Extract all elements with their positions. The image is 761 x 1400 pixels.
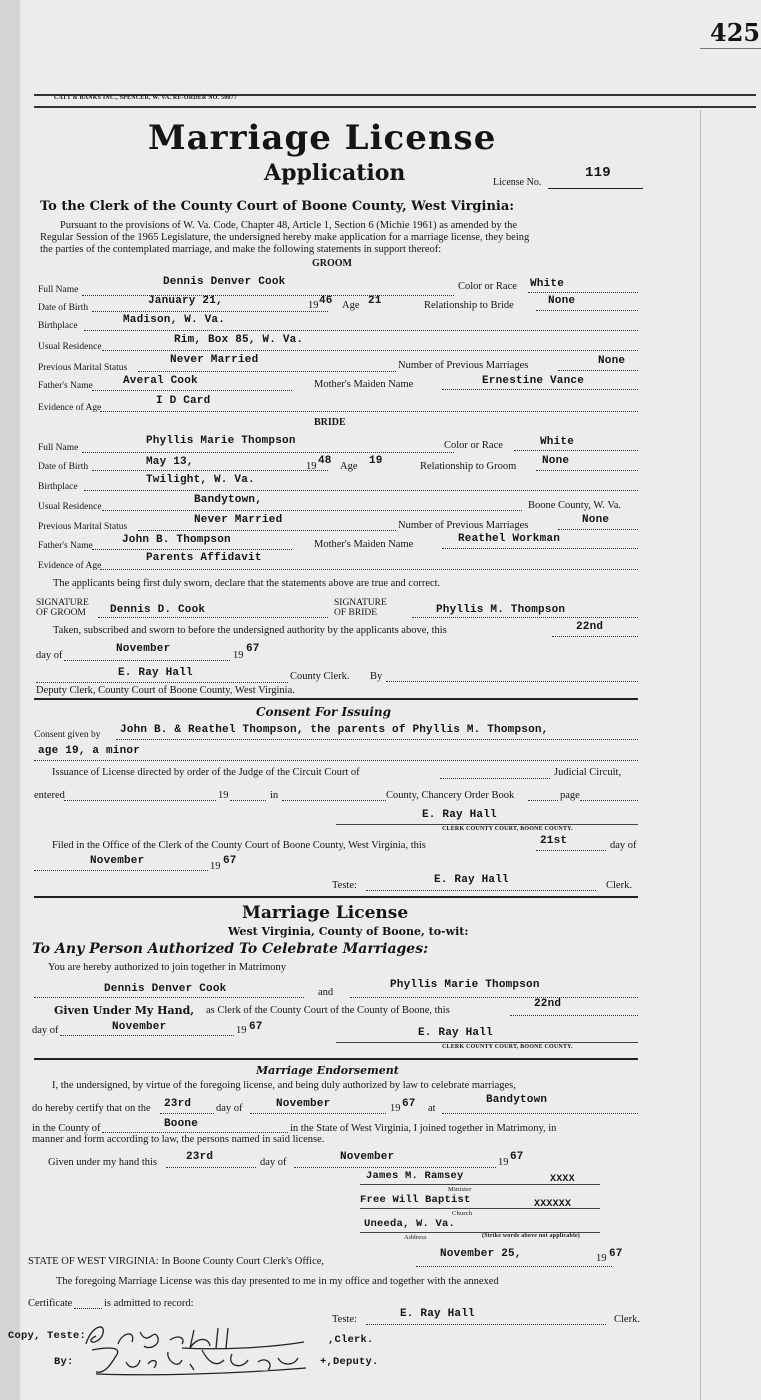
groom-color: White <box>530 278 565 290</box>
license-clerk-name: E. Ray Hall <box>418 1027 493 1039</box>
field-line <box>536 310 638 311</box>
groom-signature-label-line-1: SIGNATURE <box>36 598 89 608</box>
groom-relationship-label: Relationship to Bride <box>424 300 514 311</box>
page-title: Marriage License <box>148 118 497 158</box>
field-line <box>558 370 638 371</box>
county-clerk-label: County Clerk. <box>290 671 350 682</box>
addressee: To the Clerk of the County Court of Boone County, West Virginia: <box>40 199 515 214</box>
field-line <box>442 1113 638 1114</box>
field-line <box>84 330 638 331</box>
license-no-label: License No. <box>493 177 542 188</box>
groom-residence: Rim, Box 85, W. Va. <box>174 334 304 346</box>
bride-birthplace-label: Birthplace <box>38 482 78 492</box>
groom-year: 46 <box>319 295 333 307</box>
address-caption: Address <box>404 1234 427 1241</box>
groom-father-label: Father's Name <box>38 381 93 391</box>
bride-full-name-label: Full Name <box>38 443 79 453</box>
bride-marital-label: Previous Marital Status <box>38 522 128 532</box>
groom-marital-label: Previous Marital Status <box>38 363 128 373</box>
groom-relationship: None <box>548 295 576 307</box>
deputy-clerk-label: Deputy Clerk, County Court of Boone County, West Virginia. <box>36 685 295 696</box>
field-line <box>440 778 550 779</box>
groom-prev-marriages: None <box>598 355 626 367</box>
bride-prev-marriages: None <box>582 514 610 526</box>
field-line <box>34 870 208 871</box>
field-line <box>34 997 304 998</box>
endorsement-state-text: in the State of West Virginia, I joined together in Matrimony, in <box>290 1123 557 1134</box>
groom-birthplace: Madison, W. Va. <box>123 314 226 326</box>
groom-age: 21 <box>368 295 382 307</box>
recording-year-prefix: 19 <box>596 1253 607 1264</box>
bride-evidence: Parents Affidavit <box>146 552 262 564</box>
bride-dob: May 13, <box>146 456 194 468</box>
field-line <box>558 529 638 530</box>
sworn-year-prefix: 19 <box>233 650 244 661</box>
minister-strike: XXXX <box>550 1174 575 1185</box>
strike-note: (Strike words above not applicable) <box>482 1233 581 1239</box>
consent-clerk-caption: CLERK COUNTY COURT, BOONE COUNTY. <box>442 826 573 832</box>
field-line <box>60 1035 234 1036</box>
field-line <box>230 800 266 801</box>
license-no-line <box>548 188 643 189</box>
field-line <box>92 390 292 391</box>
field-line <box>34 760 638 761</box>
bride-signature-label <box>334 598 387 618</box>
endorsement-place: Bandytown <box>486 1094 548 1106</box>
bride-birthplace: Twilight, W. Va. <box>146 474 255 486</box>
endorsement-given-label: Given under my hand this <box>48 1157 158 1168</box>
bride-signature-label-line-1: SIGNATURE <box>334 598 387 608</box>
field-line <box>74 1308 102 1309</box>
recording-state-text: STATE OF WEST VIRGINIA: In Boone County Court Clerk's Office, <box>28 1256 325 1267</box>
entered-year-prefix: 19 <box>218 790 229 801</box>
bride-dob-label: Date of Birth <box>38 462 89 472</box>
oath-text: The applicants being first duly sworn, declare that the statements above are true and correct. <box>53 578 441 589</box>
endorsement-month: November <box>276 1098 331 1110</box>
groom-dob: January 21, <box>148 295 223 307</box>
endorsement-form-text: manner and form according to law, the persons named in said license. <box>32 1134 325 1145</box>
recording-teste-label: Teste: <box>332 1314 357 1325</box>
filed-clerk-label: Clerk. <box>606 880 632 891</box>
sworn-day-of-label: day of <box>36 650 63 661</box>
groom-heading: GROOM <box>312 258 352 269</box>
endorsement-year: 67 <box>402 1098 416 1110</box>
recording-date: November 25, <box>440 1248 522 1260</box>
recording-clerk-label: Clerk. <box>614 1314 640 1325</box>
copy-clerk-label: ,Clerk. <box>328 1334 374 1346</box>
field-line <box>92 549 292 550</box>
bride-mother: Reathel Workman <box>458 533 561 545</box>
deputy-handwritten-signature <box>82 1342 312 1380</box>
signature-line <box>336 824 638 825</box>
document-page <box>8 0 761 1400</box>
admitted-label: is admitted to record: <box>104 1298 194 1309</box>
bride-year-prefix: 19 <box>306 461 317 472</box>
judicial-circuit-label: Judicial Circuit, <box>554 767 622 778</box>
field-line <box>138 530 396 531</box>
church-caption: Church <box>452 1210 473 1217</box>
license-to-any: To Any Person Authorized To Celebrate Marriages: <box>32 941 429 957</box>
endorsement-given-day-of: day of <box>260 1157 287 1168</box>
groom-age-label: Age <box>342 300 360 311</box>
field-line <box>552 636 638 637</box>
field-line <box>116 739 638 740</box>
endorsement-certify-label: do hereby certify that on the <box>32 1103 151 1114</box>
field-line <box>514 450 638 451</box>
field-line <box>412 617 638 618</box>
field-line <box>528 292 638 293</box>
preamble-line-1: Pursuant to the provisions of W. Va. Code, Chapter 48, Article 1, Section 6 (Michie 1961) as amended by the <box>60 220 518 231</box>
field-line <box>84 490 638 491</box>
field-line <box>92 311 328 312</box>
field-line <box>510 1015 638 1016</box>
issuance-text: Issuance of License directed by order of the Judge of the Circuit Court of <box>52 767 360 778</box>
field-line <box>138 371 396 372</box>
bride-mother-label: Mother's Maiden Name <box>314 539 414 550</box>
bride-father-label: Father's Name <box>38 541 93 551</box>
groom-father: Averal Cook <box>123 375 198 387</box>
groom-residence-label: Usual Residence <box>38 342 102 352</box>
groom-evidence: I D Card <box>156 395 211 407</box>
consent-line-2: age 19, a minor <box>38 745 141 757</box>
license-year: 67 <box>249 1021 263 1033</box>
address-value: Uneeda, W. Va. <box>364 1218 456 1230</box>
endorsement-given-month: November <box>340 1151 395 1163</box>
field-line <box>294 1167 496 1168</box>
minister-caption: Minister <box>448 1186 472 1193</box>
groom-prev-marriages-label: Number of Previous Marriages <box>398 360 529 371</box>
groom-signature-label-line-2: OF GROOM <box>36 608 86 618</box>
license-state-line: West Virginia, County of Boone, to-wit: <box>228 925 469 938</box>
bride-year: 48 <box>318 455 332 467</box>
field-line <box>160 1113 214 1114</box>
sworn-year: 67 <box>246 643 260 655</box>
sworn-text: Taken, subscribed and sworn to before the undersigned authority by the applicants above, this <box>53 625 447 636</box>
filed-text: Filed in the Office of the Clerk of the County Court of Boone County, West Virginia, this <box>52 840 426 851</box>
license-no-value: 119 <box>585 165 611 181</box>
field-line <box>442 548 638 549</box>
field-line <box>416 1266 612 1267</box>
sworn-day: 22nd <box>576 621 604 633</box>
filed-year-prefix: 19 <box>210 861 221 872</box>
bride-father: John B. Thompson <box>122 534 231 546</box>
license-day-of-label: day of <box>32 1025 59 1036</box>
consent-clerk-name: E. Ray Hall <box>422 809 497 821</box>
recording-text: The foregoing Marriage License was this day presented to me in my office and together with the annexed <box>56 1276 499 1287</box>
field-line <box>82 452 454 453</box>
divider <box>34 896 638 898</box>
margin-rule <box>700 110 701 1400</box>
field-line <box>36 682 288 683</box>
license-clerk-caption: CLERK COUNTY COURT, BOONE COUNTY. <box>442 1044 573 1050</box>
divider <box>700 48 761 49</box>
license-and-label: and <box>318 987 334 998</box>
bride-relationship: None <box>542 455 570 467</box>
copy-teste-label: Copy, Teste: <box>8 1330 87 1342</box>
bride-evidence-label: Evidence of Age <box>38 561 102 571</box>
bride-prev-marriages-label: Number of Previous Marriages <box>398 520 529 531</box>
copy-by-label: By: <box>54 1356 74 1368</box>
recording-teste-name: E. Ray Hall <box>400 1308 475 1320</box>
filed-year: 67 <box>223 855 237 867</box>
groom-mother-label: Mother's Maiden Name <box>314 379 414 390</box>
church-strike: XXXXXX <box>534 1199 572 1210</box>
field-line <box>250 1113 386 1114</box>
groom-signature: Dennis D. Cook <box>110 604 206 616</box>
signature-line <box>336 1042 638 1043</box>
groom-birthplace-label: Birthplace <box>38 321 78 331</box>
field-line <box>536 850 606 851</box>
by-label: By <box>370 671 383 682</box>
copy-deputy-label: +,Deputy. <box>320 1356 379 1368</box>
filed-teste-label: Teste: <box>332 880 357 891</box>
field-line <box>282 800 386 801</box>
field-line <box>366 1324 606 1325</box>
divider <box>34 698 638 700</box>
bride-residence-label: Usual Residence <box>38 502 102 512</box>
field-line <box>102 510 522 511</box>
page-subtitle: Application <box>264 160 406 186</box>
filed-day: 21st <box>540 835 568 847</box>
field-line <box>82 295 454 296</box>
groom-evidence-label: Evidence of Age <box>38 403 102 413</box>
field-line <box>92 470 328 471</box>
endorsement-year-prefix: 19 <box>390 1103 401 1114</box>
bride-age: 19 <box>369 455 383 467</box>
groom-marital: Never Married <box>170 354 259 366</box>
bride-full-name: Phyllis Marie Thompson <box>146 435 296 447</box>
church-name: Free Will Baptist <box>360 1194 471 1206</box>
filed-day-of-label: day of <box>610 840 637 851</box>
bride-residence-suffix: Boone County, W. Va. <box>528 500 622 511</box>
field-line <box>536 470 638 471</box>
bride-heading: BRIDE <box>314 417 346 428</box>
license-authorized-text: You are hereby authorized to join together in Matrimony <box>48 962 287 973</box>
license-given-text: as Clerk of the County Court of the County of Boone, this <box>206 1005 450 1016</box>
page-number: 425 <box>710 18 761 47</box>
printer-line: CATT & BANKS INC., SPENCER, W. VA. RE-ORDER NO. 50077 <box>54 95 238 101</box>
bride-color: White <box>540 436 575 448</box>
groom-mother: Ernestine Vance <box>482 375 585 387</box>
field-line <box>166 1167 256 1168</box>
endorsement-county: Boone <box>164 1118 199 1130</box>
endorsement-heading: Marriage Endorsement <box>256 1064 399 1077</box>
field-line <box>442 389 638 390</box>
license-year-prefix: 19 <box>236 1025 247 1036</box>
field-line <box>366 890 596 891</box>
consent-given-by-label: Consent given by <box>34 730 101 740</box>
entered-label: entered <box>34 790 65 801</box>
recording-year: 67 <box>609 1248 623 1260</box>
sworn-clerk-name: E. Ray Hall <box>118 667 193 679</box>
page-label: page <box>560 790 580 801</box>
field-line <box>102 350 638 351</box>
entered-in-label: in <box>270 790 279 801</box>
filed-month: November <box>90 855 145 867</box>
divider <box>34 1058 638 1060</box>
license-groom: Dennis Denver Cook <box>104 983 227 995</box>
preamble-line-2: Regular Session of the 1965 Legislature, the undersigned hereby make application for a marriage license, they being <box>40 232 530 243</box>
bride-color-label: Color or Race <box>444 440 503 451</box>
field-line <box>528 800 558 801</box>
groom-signature-label <box>36 598 89 618</box>
endorsement-day: 23rd <box>164 1098 192 1110</box>
field-line <box>350 997 638 998</box>
license-bride: Phyllis Marie Thompson <box>390 979 540 991</box>
field-line <box>100 569 638 570</box>
consent-heading: Consent For Issuing <box>256 705 392 719</box>
consent-line-1: John B. & Reathel Thompson, the parents of Phyllis M. Thompson, <box>120 724 549 736</box>
license-day: 22nd <box>534 998 562 1010</box>
groom-color-label: Color or Race <box>458 281 517 292</box>
field-line <box>64 660 230 661</box>
bride-signature: Phyllis M. Thompson <box>436 604 566 616</box>
license-title: Marriage License <box>242 903 409 923</box>
bride-residence: Bandytown, <box>194 494 263 506</box>
endorsement-line-1: I, the undersigned, by virtue of the foregoing license, and being duly authorized by law to celebrate marriages, <box>52 1080 516 1091</box>
bride-relationship-label: Relationship to Groom <box>420 461 517 472</box>
bride-age-label: Age <box>340 461 358 472</box>
given-under-hand: Given Under My Hand, <box>54 1004 195 1017</box>
field-line <box>386 681 638 682</box>
field-line <box>98 617 328 618</box>
endorsement-day-of-label: day of <box>216 1103 243 1114</box>
filed-teste-name: E. Ray Hall <box>434 874 509 886</box>
endorsement-given-day: 23rd <box>186 1151 214 1163</box>
field-line <box>100 411 638 412</box>
chancery-label: County, Chancery Order Book <box>386 790 515 801</box>
sworn-month: November <box>116 643 171 655</box>
license-month: November <box>112 1021 167 1033</box>
field-line <box>64 800 216 801</box>
field-line <box>580 800 638 801</box>
groom-year-prefix: 19 <box>308 300 319 311</box>
preamble-line-3: the parties of the contemplated marriage, and make the following statements in support thereof: <box>40 244 442 255</box>
bride-signature-label-line-2: OF BRIDE <box>334 608 378 618</box>
groom-full-name: Dennis Denver Cook <box>163 276 286 288</box>
groom-dob-label: Date of Birth <box>38 303 89 313</box>
endorsement-given-year-prefix: 19 <box>498 1157 509 1168</box>
bride-marital: Never Married <box>194 514 283 526</box>
groom-full-name-label: Full Name <box>38 285 79 295</box>
field-line <box>102 1132 288 1133</box>
endorsement-county-label: in the County of <box>32 1123 101 1134</box>
endorsement-at-label: at <box>428 1103 436 1114</box>
certificate-label: Certificate <box>28 1298 73 1309</box>
minister-name: James M. Ramsey <box>366 1170 464 1182</box>
endorsement-given-year: 67 <box>510 1151 524 1163</box>
